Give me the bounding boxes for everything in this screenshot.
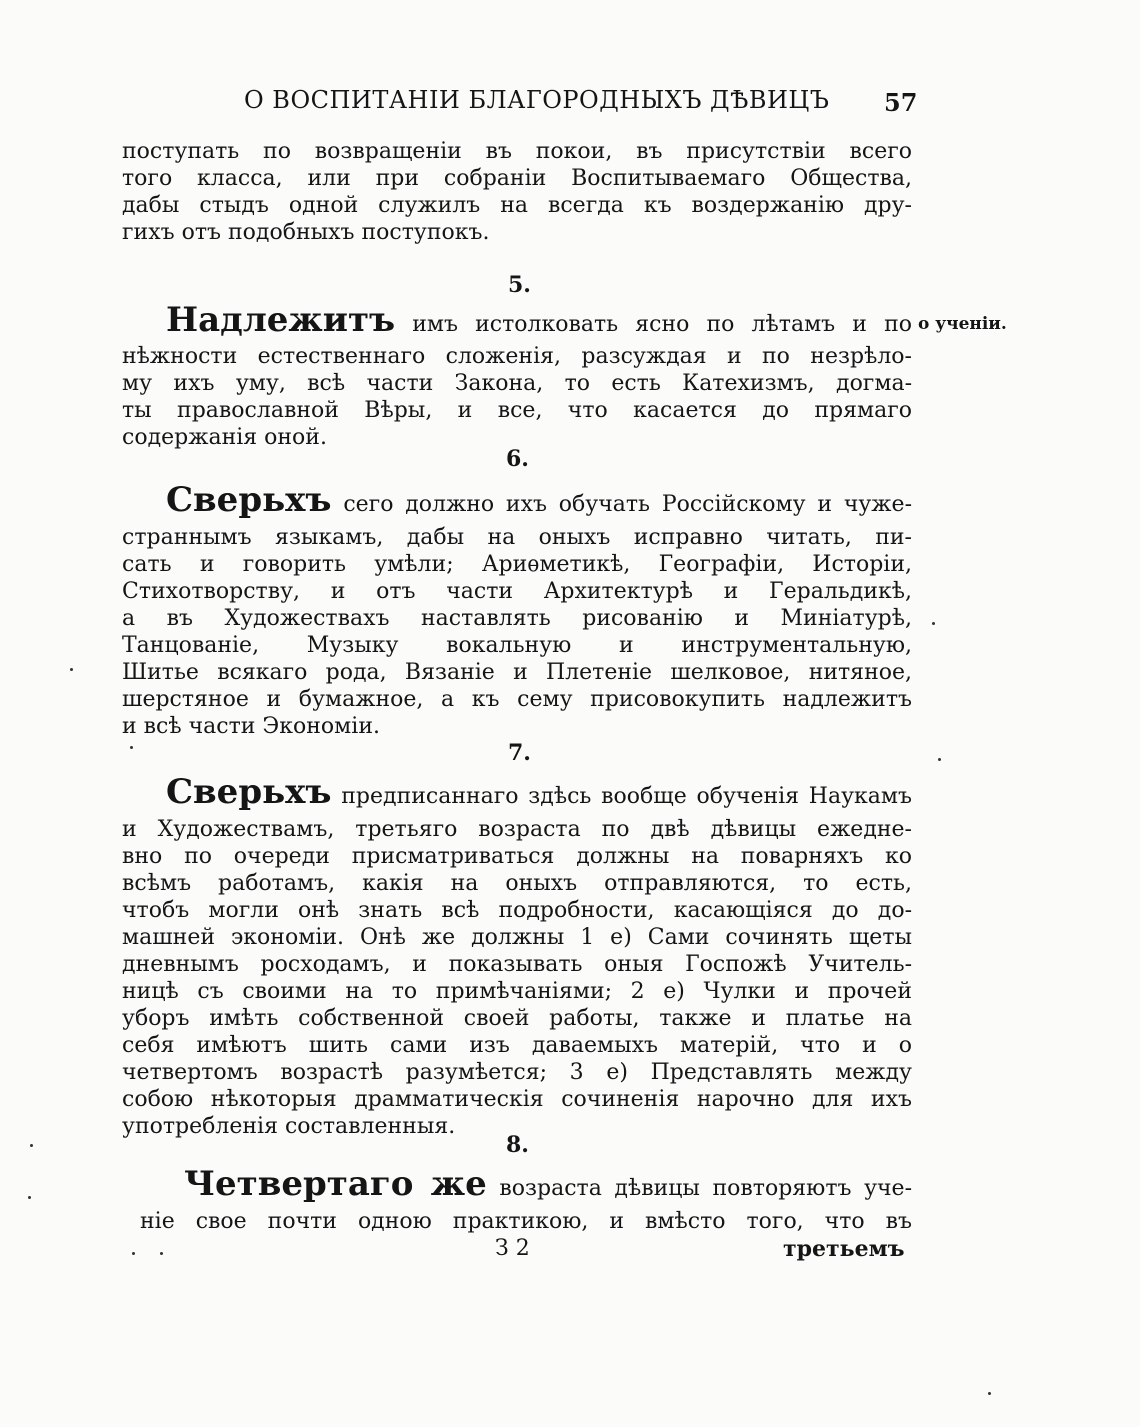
text-line: му ихъ уму, всѣ части Закона, то есть Катехизмъ, догма- xyxy=(122,371,912,396)
text-line xyxy=(166,300,912,345)
text-line xyxy=(166,772,912,817)
margin-note: о ученіи. xyxy=(918,314,1007,334)
signature-mark: З 2 xyxy=(495,1236,530,1261)
lead-word: Надлежитъ xyxy=(166,300,396,340)
text-line: поступать по возвращеніи въ покои, въ присутствіи всего xyxy=(122,139,912,164)
text-line: сать и говорить умѣли; Ариѳметикѣ, Географіи, Исторіи, xyxy=(122,552,912,577)
text-line: ты православной Вѣры, и все, что касается до прямаго xyxy=(122,398,912,423)
text-line: а въ Художествахъ наставлять рисованію и Миніатурѣ, xyxy=(122,606,912,631)
section-number: 5. xyxy=(508,272,531,298)
text-line: и Художествамъ, третьяго возраста по двѣ дѣвицы ежедне- xyxy=(122,817,912,842)
lead-word: Сверьхъ xyxy=(166,480,332,520)
text-line: вно по очереди присматриваться должны на поварняхъ ко xyxy=(122,844,912,869)
text-line: собою нѣкоторыя драмматическія сочиненія нарочно для ихъ xyxy=(122,1087,912,1112)
text-line: шерстяное и бумажное, а къ сему присовокупить надлежитъ xyxy=(122,687,912,712)
text-line: ніе свое почти одною практикою, и вмѣсто того, что въ xyxy=(140,1209,912,1234)
text-line xyxy=(166,480,912,525)
text-line: того класса, или при собраніи Воспитываемаго Общества, xyxy=(122,166,912,191)
text-line: Танцованіе, Музыку вокальную и инструментальную, xyxy=(122,633,912,658)
text-line: уборъ имѣть собственной своей работы, также и платье на xyxy=(122,1006,912,1031)
page-header xyxy=(244,86,924,118)
text-line: дневнымъ росходамъ, и показывать оныя Госпожѣ Учитель- xyxy=(122,952,912,977)
text-line: машней экономіи. Онѣ же должны 1 е) Сами сочинять щеты xyxy=(122,925,912,950)
text-line: чтобъ могли онѣ знать всѣ подробности, касающіяся до до- xyxy=(122,898,912,923)
section-number: 8. xyxy=(506,1132,529,1158)
page-number: 57 xyxy=(884,88,918,117)
text-line: содержанія оной. xyxy=(122,425,327,450)
section-number: 6. xyxy=(506,446,529,472)
text-line: Стихотворству, и отъ части Архитектурѣ и Геральдикѣ, xyxy=(122,579,912,604)
running-title: О ВОСПИТАНІИ БЛАГОРОДНЫХЪ ДѢВИЦЪ xyxy=(244,86,830,114)
catchword: третьемъ xyxy=(783,1236,905,1262)
text-line: и всѣ части Экономіи. xyxy=(122,714,380,739)
lead-word: Сверьхъ xyxy=(166,772,332,812)
text-line: себя имѣютъ шить сами изъ даваемыхъ матерій, что и о xyxy=(122,1033,912,1058)
text-line: употребленія составленныя. xyxy=(122,1114,456,1139)
text-line: четвертомъ возрастѣ разумѣется; 3 е) Представлять между xyxy=(122,1060,912,1085)
text-line: всѣмъ работамъ, какія на оныхъ отправляются, то есть, xyxy=(122,871,912,896)
text-line xyxy=(184,1164,912,1209)
line-rest: сего должно ихъ обучать Россійскому и чуже- xyxy=(343,492,912,517)
text-line: гихъ отъ подобныхъ поступокъ. xyxy=(122,220,490,245)
line-rest: предписаннаго здѣсь вообще обученія Наукамъ xyxy=(341,784,912,809)
line-rest: имъ истолковать ясно по лѣтамъ и по xyxy=(412,312,912,337)
section-number: 7. xyxy=(508,740,531,766)
text-line: нѣжности естественнаго сложенія, разсуждая и по незрѣло- xyxy=(122,344,912,369)
line-rest: возраста дѣвицы повторяютъ уче- xyxy=(499,1176,913,1201)
text-line: страннымъ языкамъ, дабы на оныхъ исправно читать, пи- xyxy=(122,525,912,550)
text-line: дабы стыдъ одной служилъ на всегда къ воздержанію дру- xyxy=(122,193,912,218)
lead-word: Четвертаго же xyxy=(184,1164,487,1204)
text-line: ницѣ съ своими на то примѣчаніями; 2 е) Чулки и прочей xyxy=(122,979,912,1004)
text-line: Шитье всякаго рода, Вязаніе и Плетеніе шелковое, нитяное, xyxy=(122,660,912,685)
